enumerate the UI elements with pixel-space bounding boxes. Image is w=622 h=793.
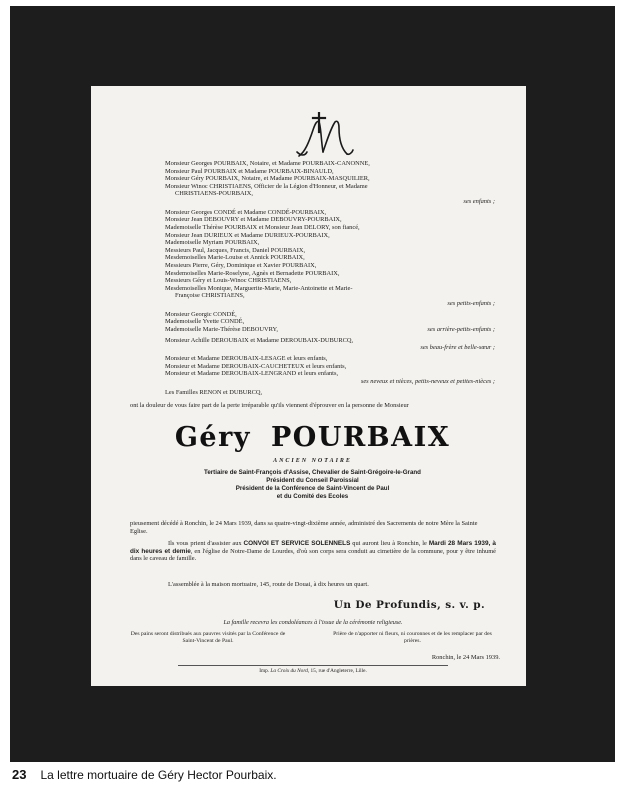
relationship-label: ses enfants ; [463,197,495,205]
bread-distribution-note: Des pains seront distribués aux pauvres visités par la Conférence de Saint-Vincent de Paul. [130,631,286,644]
mourner-name: Mademoiselle Myriam POURBAIX, [165,239,260,247]
mourner-line [165,232,495,240]
mourner-name: Françoise CHRISTIAENS, [175,292,245,300]
invitation-text: Ils vous prient d'assister aux [168,540,244,547]
imprint-address: , 15, rue d'Angleterre, Lille. [307,668,367,674]
deceased-titles [100,469,525,501]
mourner-line [165,198,495,206]
mourner-name: Mesdemoiselles Marie-Louise et Annick POURBAIX, [165,254,305,262]
cross-monogram-icon [295,112,355,158]
mourner-name: Mesdemoiselles Monique, Marguerite-Marie, Marie-Antoinette et Marie- [165,284,353,292]
mourner-line [165,254,495,262]
mourner-line [165,344,495,352]
imprint-printer: La Croix du Nord [270,668,308,674]
figure-caption [12,767,612,782]
mourner-name: Messieurs Pierre, Géry, Dominique et Xavier POURBAIX, [165,261,317,269]
caption-text: La lettre mortuaire de Géry Hector Pourbaix. [40,768,277,782]
title-line: Tertiaire de Saint-François d'Assise, Chevalier de Saint-Grégoire-le-Grand [204,469,421,476]
deceased-name [90,422,535,453]
divider [178,665,448,666]
mourner-line [165,300,495,308]
deceased-first-name: Géry [174,422,251,453]
mourner-name: Monsieur Georgic CONDÉ, [165,310,237,318]
mourner-line [165,190,495,198]
mourner-name: Monsieur Winoc CHRISTIAENS, Officier de la Légion d'Honneur, et Madame [165,182,368,190]
mourner-name: Mademoiselle Yvette CONDÉ, [165,318,245,326]
mourner-name: Mademoiselle Marie-Thérèse DEBOUVRY, [165,325,278,333]
mourner-line [165,175,495,183]
mourners-list [165,160,495,396]
mourner-name: Monsieur Jean DURIEUX et Madame DURIEUX-POURBAIX, [165,231,330,239]
mourner-line [165,216,495,224]
mourner-line [165,285,495,293]
mourner-name: Monsieur Achille DEROUBAIX et Madame DEROUBAIX-DUBURCQ, [165,336,354,344]
mourner-line [165,277,495,285]
condolences-note: La famille recevra les condoléances à l'issue de la cérémonie religieuse. [223,619,403,626]
mourner-line [165,168,495,176]
mourner-name: Monsieur et Madame DEROUBAIX-LESAGE et leurs enfants, [165,355,328,362]
mourner-line [165,239,495,247]
de-profundis: Un De Profundis, s. v. p. [333,599,485,611]
mourner-line [165,326,495,334]
mourner-line [165,337,495,345]
funeral-invitation [130,540,496,563]
mourner-name: Monsieur Jean DEBOUVRY et Madame DEBOUVRY-POURBAIX, [165,216,342,224]
assembly-notice: L'assemblée à la maison mortuaire, 145, route de Douai, à dix heures un quart. [168,581,369,588]
invitation-text: qui auront lieu à Ronchin, le [350,540,429,547]
relationship-label: ses beau-frère et belle-sœur ; [420,344,495,352]
mourner-line [165,224,495,232]
printer-imprint [178,668,448,674]
mourner-name: Mademoiselle Thérèse POURBAIX et Monsieur Jean DELORY, son fiancé, [165,223,360,231]
mourner-name: CHRISTIAENS-POURBAIX, [175,190,253,198]
announcement-intro: ont la douleur de vous faire part de la perte irréparable qu'ils viennent d'éprouver en la personne de Monsieur [130,402,409,409]
mourner-name: Les Familles RENON et DUBURCQ, [165,388,263,396]
mourner-name: Monsieur et Madame DEROUBAIX-CAUCHETEUX et leurs enfants, [165,362,347,370]
mourner-name: Messieurs Géry et Louis-Winoc CHRISTIAENS, [165,277,292,285]
mourner-line [165,355,495,363]
mourner-line [165,318,495,326]
imprint-text: Imp. [259,668,271,674]
mourner-line [165,363,495,371]
mourner-line [165,292,495,300]
deceased-profession: ANCIEN NOTAIRE [273,458,352,464]
mourner-line [165,183,495,191]
mourner-line [165,209,495,217]
no-flowers-note: Prière de n'apporter ni fleurs, ni couronnes et de les remplacer par des prières. [333,631,492,644]
relationship-label: ses petits-enfants ; [447,299,495,307]
figure-number: 23 [12,767,27,782]
relationship-label: ses arrière-petits-enfants ; [427,325,495,333]
mourner-name: Monsieur Géry POURBAIX, Notaire, et Madame POURBAIX-MASQUILIER, [165,175,370,183]
invitation-datetime: Mardi 28 Mars 1939, à dix heures et demie [130,540,496,555]
mourner-line [165,389,495,397]
invitation-text: , en l'église de Notre-Dame de Lourdes, d'où son corps sera conduit au cimetière de la commune, pour y être inhumé dans le caveau de famille. [130,547,496,563]
mourner-name: Monsieur et Madame DEROUBAIX-LENGRAND et leurs enfants, [165,370,339,378]
invitation-service: CONVOI ET SERVICE SOLENNELS [243,540,351,547]
mourner-line [165,270,495,278]
death-notice: pieusement décédé à Ronchin, le 24 Mars 1939, dans sa quatre-vingt-dixième année, administré des Sacrements de notre Mère la Sainte Eglise. [130,520,478,535]
mourner-name: Monsieur Georges CONDÉ et Madame CONDÉ-POURBAIX, [165,208,327,216]
title-line: et du Comité des Ecoles [276,493,349,501]
mourner-line [165,370,495,378]
place-date: Ronchin, le 24 Mars 1939. [431,654,500,661]
mourner-name: Monsieur Georges POURBAIX, Notaire, et Madame POURBAIX-CANONNE, [165,160,370,167]
mourner-name: Messieurs Paul, Jacques, Francis, Daniel POURBAIX, [165,246,306,254]
mourner-line [165,262,495,270]
title-line: Président du Conseil Paroissial [266,477,359,485]
title-line: Président de la Conférence de Saint-Vincent de Paul [235,485,390,493]
mourner-line [165,378,495,386]
mourner-name: Monsieur Paul POURBAIX et Madame POURBAIX-BINAULD, [165,167,334,175]
relationship-label: ses neveux et nièces, petits-neveux et petites-nièces ; [360,377,495,385]
mourner-line [165,160,495,168]
mourner-name: Mesdemoiselles Marie-Roselyne, Agnès et Bernadette POURBAIX, [165,269,340,277]
mourner-line [165,247,495,255]
deceased-last-name: POURBAIX [271,422,451,453]
